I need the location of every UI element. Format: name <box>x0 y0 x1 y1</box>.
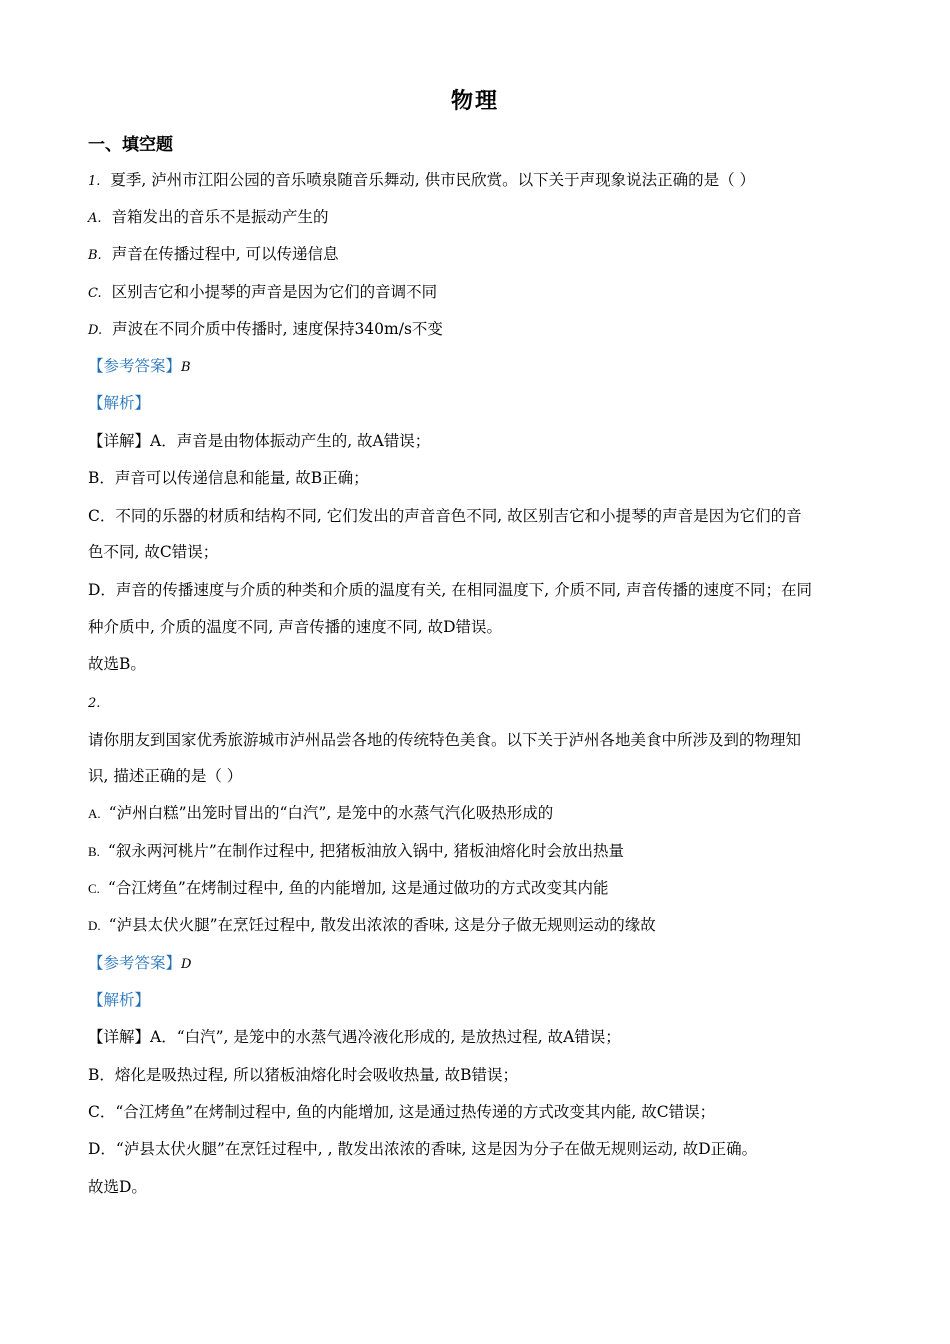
page-title: 物理 <box>450 88 499 114</box>
question-1-detail-line: 【详解】A．声音是由物体振动产生的, 故A错误； <box>88 432 431 450</box>
question-2-detail-line: 【详解】A．“白汽”, 是笼中的水蒸气遇冷液化形成的, 是放热过程, 故A错误； <box>88 1028 621 1046</box>
question-2-number: 2. <box>88 696 101 711</box>
answer-value: B <box>181 360 191 375</box>
question-2-detail-line: D．“泸县太伏火腿”在烹饪过程中, , 散发出浓浓的香味, 这是因为分子在做无规则运动, 故D正确。 <box>88 1140 758 1158</box>
question-2-detail-line: C．“合江烤鱼”在烤制过程中, 鱼的内能增加, 这是通过热传递的方式改变其内能, 故C错误； <box>88 1103 716 1121</box>
answer-value: D <box>181 957 192 972</box>
question-1-stem: 1. 夏季, 泸州市江阳公园的音乐喷泉随音乐舞动, 供市民欣赏。以下关于声现象说法正确的是（ ） <box>88 171 756 189</box>
question-1-option-c: C. 区别吉它和小提琴的声音是因为它们的音调不同 <box>88 283 438 301</box>
section-heading: 一、填空题 <box>88 135 173 155</box>
question-2-analysis-label: 【解析】 <box>88 991 151 1009</box>
question-1-detail-line: D．声音的传播速度与介质的种类和介质的温度有关, 在相同温度下, 介质不同, 声音传播的速度不同；在同 <box>88 581 812 599</box>
question-1-option-a: A. 音箱发出的音乐不是振动产生的 <box>88 208 329 226</box>
question-2-conclusion: 故选D。 <box>88 1178 147 1196</box>
question-2-option-d: D. “泸县太伏火腿”在烹饪过程中, 散发出浓浓的香味, 这是分子做无规则运动的缘故 <box>88 916 656 934</box>
question-1-detail-line: 种介质中, 介质的温度不同, 声音传播的速度不同, 故D错误。 <box>88 618 502 636</box>
question-1-detail-line: B．声音可以传递信息和能量, 故B正确； <box>88 469 369 487</box>
question-1-detail-line: C．不同的乐器的材质和结构不同, 它们发出的声音音色不同, 故区别吉它和小提琴的声音是因为它们的音 <box>88 507 802 525</box>
question-2-option-c: C. “合江烤鱼”在烤制过程中, 鱼的内能增加, 这是通过做功的方式改变其内能 <box>88 879 609 897</box>
question-1-conclusion: 故选B。 <box>88 655 146 673</box>
question-1-option-b: B. 声音在传播过程中, 可以传递信息 <box>88 245 339 263</box>
question-2-option-a: A. “泸州白糕”出笼时冒出的“白汽”, 是笼中的水蒸气汽化吸热形成的 <box>88 804 554 822</box>
question-number: 1. <box>88 174 101 189</box>
question-2-answer: 【参考答案】D <box>88 954 192 972</box>
question-2-stem-line: 识, 描述正确的是（ ） <box>88 767 243 785</box>
question-1-analysis-label: 【解析】 <box>88 394 151 412</box>
question-1-detail-line: 色不同, 故C错误； <box>88 543 219 561</box>
question-2-stem-line: 请你朋友到国家优秀旅游城市泸州品尝各地的传统特色美食。以下关于泸州各地美食中所涉及到的物理知 <box>88 731 802 749</box>
question-1-answer: 【参考答案】B <box>88 357 191 375</box>
question-2-detail-line: B．熔化是吸热过程, 所以猪板油熔化时会吸收热量, 故B错误； <box>88 1066 518 1084</box>
question-2-option-b: B. “叙永两河桃片”在制作过程中, 把猪板油放入锅中, 猪板油熔化时会放出热量 <box>88 842 624 860</box>
question-1-option-d: D. 声波在不同介质中传播时, 速度保持340m/s不变 <box>88 320 443 338</box>
